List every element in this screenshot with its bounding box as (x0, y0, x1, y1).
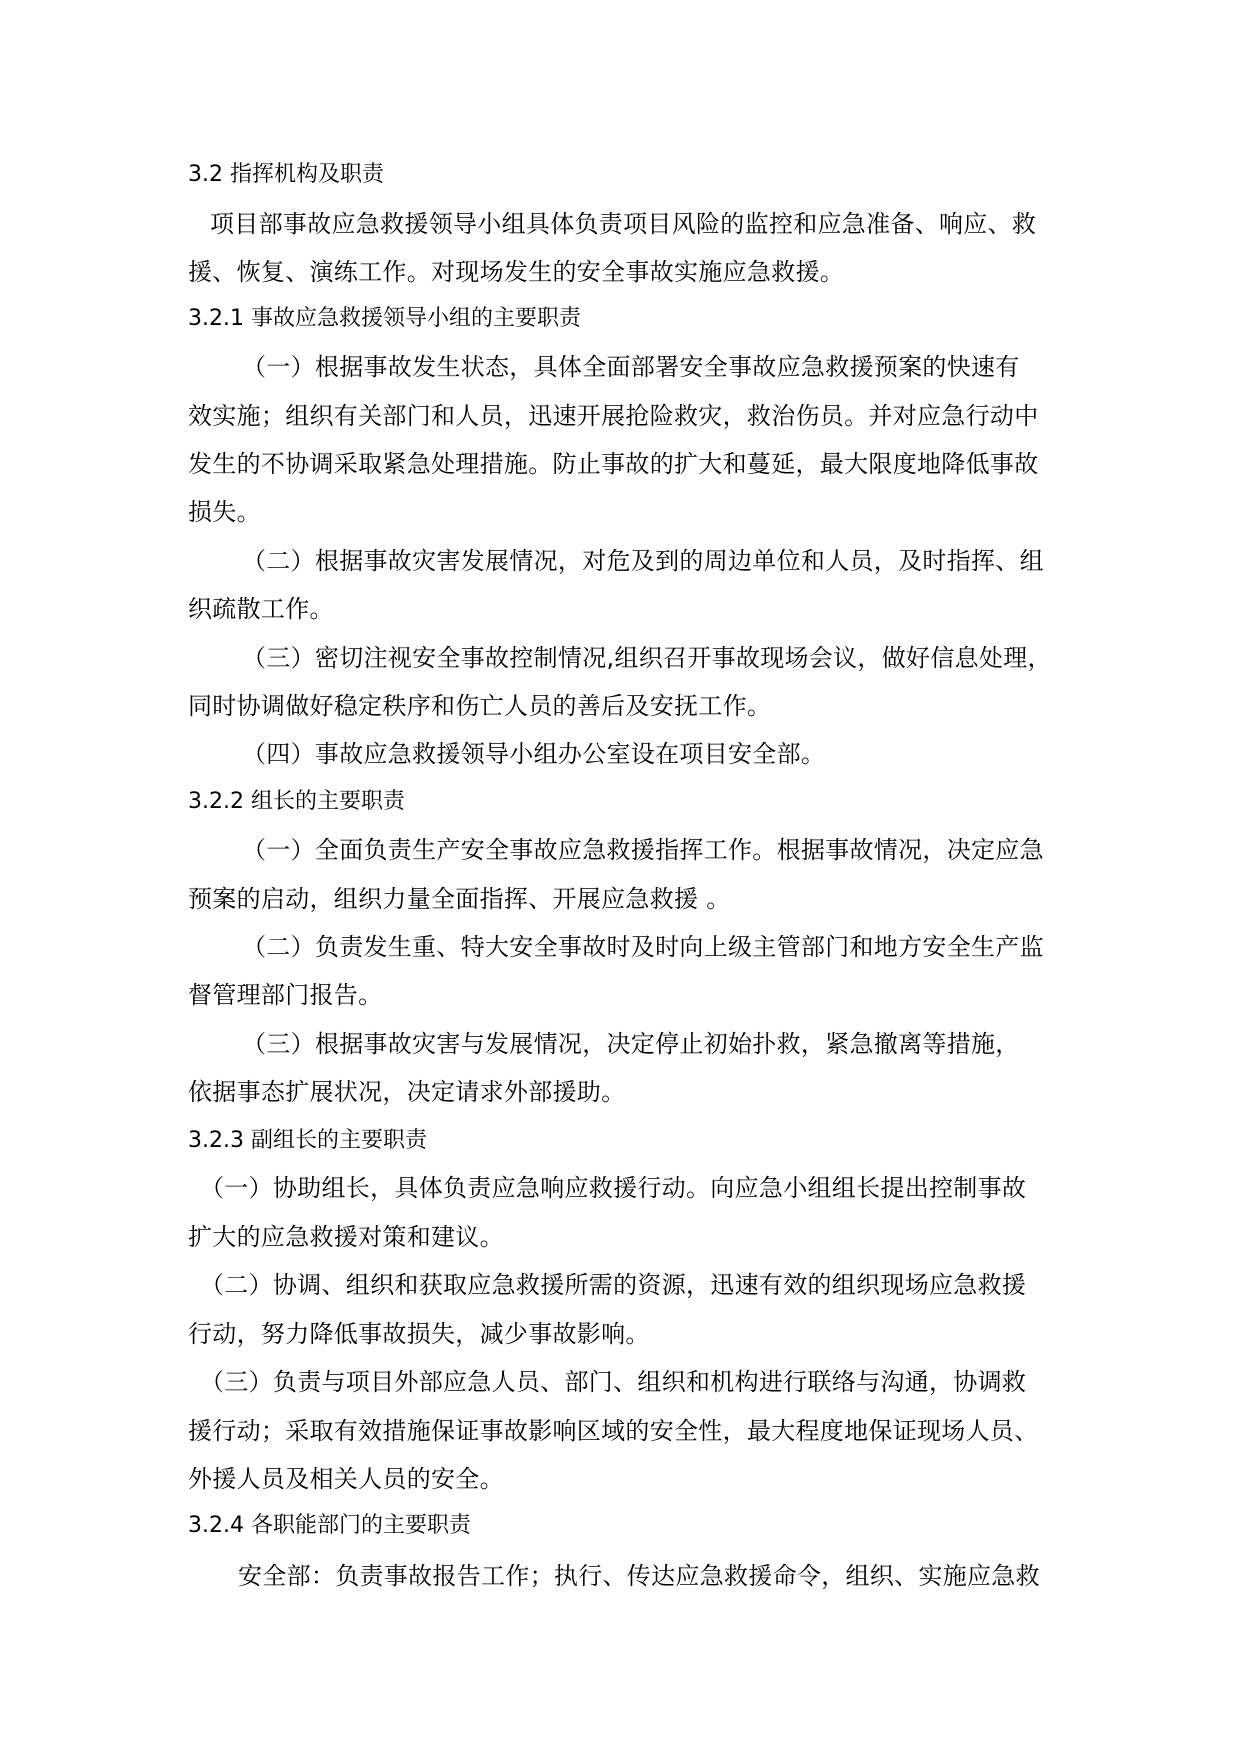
paragraph-line: 安全部：负责事故报告工作；执行、传达应急救援命令，组织、实施应急救 (238, 1562, 1040, 1590)
paragraph-line: 损失。 (188, 498, 261, 526)
paragraph-line: （二）协调、组织和获取应急救援所需的资源，迅速有效的组织现场应急救援 (200, 1271, 1027, 1299)
paragraph-line: （一）根据事故发生状态，具体全面部署安全事故应急救援预案的快速有 (242, 353, 1020, 381)
paragraph-line: 援、恢复、演练工作。对现场发生的安全事故实施应急救援。 (188, 258, 845, 286)
section-heading-3-2-2: 3.2.2 组长的主要职责 (188, 789, 405, 814)
paragraph-line: （四）事故应急救援领导小组办公室设在项目安全部。 (242, 740, 826, 768)
paragraph-line: 预案的启动，组织力量全面指挥、开展应急救援 。 (188, 885, 731, 913)
paragraph-line: 同时协调做好稳定秩序和伤亡人员的善后及安抚工作。 (188, 692, 772, 720)
paragraph-line: （一）全面负责生产安全事故应急救援指挥工作。根据事故情况，决定应急 (242, 836, 1044, 864)
paragraph-line: 发生的不协调采取紧急处理措施。防止事故的扩大和蔓延，最大限度地降低事故 (188, 450, 1039, 478)
paragraph-line: 外援人员及相关人员的安全。 (188, 1465, 504, 1493)
paragraph-line: （三）密切注视安全事故控制情况,组织召开事故现场会议，做好信息处理， (242, 644, 1052, 672)
paragraph-line: （二）负责发生重、特大安全事故时及时向上级主管部门和地方安全生产监 (242, 933, 1044, 961)
paragraph-line: 织疏散工作。 (188, 595, 334, 623)
paragraph-line: （三）根据事故灾害与发展情况，决定停止初始扑救，紧急撤离等措施， (242, 1030, 1020, 1058)
paragraph-line: （二）根据事故灾害发展情况，对危及到的周边单位和人员，及时指挥、组 (242, 547, 1044, 575)
paragraph-line: 行动，努力降低事故损失，减少事故影响。 (188, 1320, 650, 1348)
section-heading-3-2-4: 3.2.4 各职能部门的主要职责 (188, 1513, 471, 1538)
paragraph-line: 援行动；采取有效措施保证事故影响区域的安全性，最大程度地保证现场人员、 (188, 1417, 1039, 1445)
paragraph-line: 扩大的应急救援对策和建议。 (188, 1223, 504, 1251)
paragraph-line: 效实施；组织有关部门和人员，迅速开展抢险救灾，救治伤员。并对应急行动中 (188, 402, 1039, 430)
paragraph-line: 依据事态扩展状况，决定请求外部援助。 (188, 1078, 626, 1106)
paragraph-line: 督管理部门报告。 (188, 981, 383, 1009)
section-heading-3-2-3: 3.2.3 副组长的主要职责 (188, 1128, 427, 1153)
section-heading-3-2: 3.2 指挥机构及职责 (188, 162, 384, 187)
section-heading-3-2-1: 3.2.1 事故应急救援领导小组的主要职责 (188, 306, 581, 331)
paragraph-line: （三）负责与项目外部应急人员、部门、组织和机构进行联络与沟通，协调救 (200, 1368, 1027, 1396)
paragraph-line: （一）协助组长，具体负责应急响应救援行动。向应急小组组长提出控制事故 (200, 1174, 1027, 1202)
paragraph-line: 项目部事故应急救援领导小组具体负责项目风险的监控和应急准备、响应、救 (210, 210, 1037, 238)
